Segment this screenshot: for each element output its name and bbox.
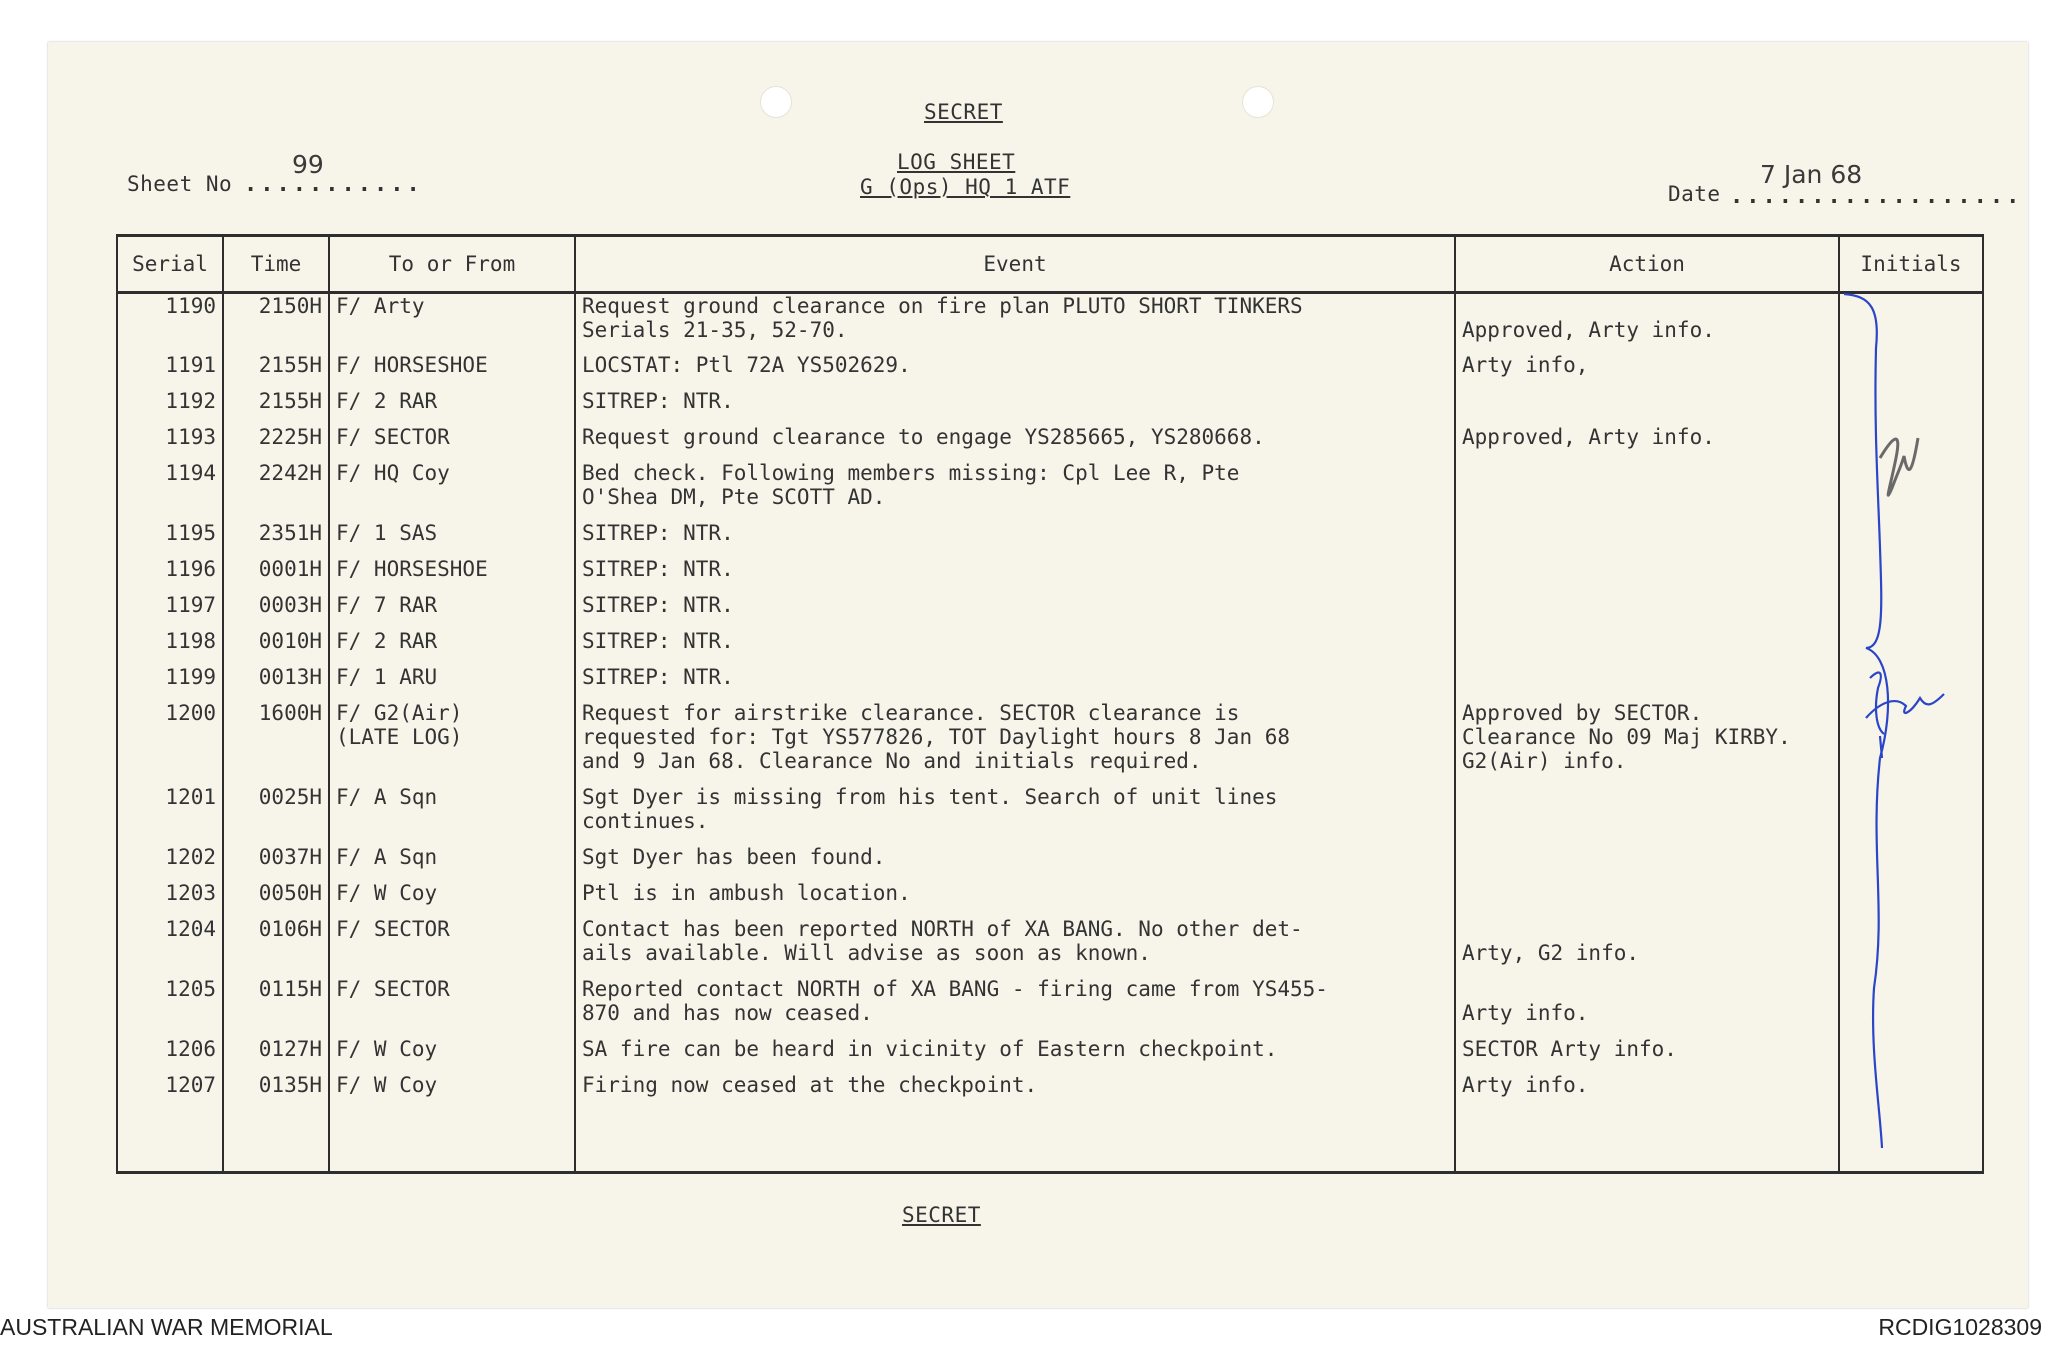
log-row <box>117 1037 1983 1073</box>
cell-text: Firing now ceased at the checkpoint. <box>582 1072 1038 1097</box>
cell-to-or-from <box>329 425 575 461</box>
date-label: Date <box>1668 182 1721 206</box>
log-row <box>117 521 1983 557</box>
cell-text: SA fire can be heard in vicinity of Eastern checkpoint. <box>582 1036 1278 1061</box>
cell-event <box>575 1073 1455 1109</box>
blank-line <box>1462 593 1832 617</box>
cell-text: ails available. Will advise as soon as known. <box>582 940 1151 965</box>
cell-action <box>1455 425 1839 461</box>
column-header-time: Time <box>223 236 329 293</box>
cell-event <box>575 389 1455 425</box>
cell-time <box>223 701 329 785</box>
cell-to-or-from <box>329 353 575 389</box>
log-row <box>117 845 1983 881</box>
cell-text: Reported contact NORTH of XA BANG - firing came from YS455- <box>582 976 1328 1001</box>
cell-serial <box>117 461 223 521</box>
column-header-initials: Initials <box>1839 236 1983 293</box>
cell-serial <box>117 917 223 977</box>
cell-event <box>575 977 1455 1037</box>
filler-cell <box>575 1109 1455 1173</box>
blank-line <box>1462 521 1832 545</box>
log-row <box>117 293 1983 353</box>
cell-serial <box>117 1073 223 1109</box>
cell-text: Arty, G2 info. <box>1462 940 1640 965</box>
cell-serial <box>117 593 223 629</box>
cell-text: 1600H <box>258 700 322 725</box>
cell-text: Approved, Arty info. <box>1462 424 1715 449</box>
cell-serial <box>117 557 223 593</box>
cell-text: requested for: Tgt YS577826, TOT Daylight hours 8 Jan 68 <box>582 724 1291 749</box>
cell-text: 1199 <box>165 664 216 689</box>
cell-to-or-from <box>329 701 575 785</box>
cell-action <box>1455 785 1839 845</box>
cell-time <box>223 521 329 557</box>
cell-to-or-from <box>329 389 575 425</box>
cell-to-or-from <box>329 665 575 701</box>
cell-event <box>575 785 1455 845</box>
cell-time <box>223 665 329 701</box>
cell-text: 1205 <box>165 976 216 1001</box>
cell-text: Sgt Dyer is missing from his tent. Search of unit lines <box>582 784 1278 809</box>
cell-action <box>1455 593 1839 629</box>
blank-line <box>1462 461 1832 485</box>
cell-text: continues. <box>582 808 709 833</box>
cell-action <box>1455 917 1839 977</box>
cell-to-or-from <box>329 785 575 845</box>
cell-serial <box>117 425 223 461</box>
cell-to-or-from <box>329 881 575 917</box>
log-row <box>117 917 1983 977</box>
sheet-number-dots: ........... <box>244 172 423 197</box>
cell-time <box>223 629 329 665</box>
cell-event <box>575 629 1455 665</box>
cell-event <box>575 461 1455 521</box>
cell-text: Arty info, <box>1462 352 1589 377</box>
cell-text: 2242H <box>258 460 322 485</box>
cell-text: 0135H <box>258 1072 322 1097</box>
blank-line <box>1462 665 1832 689</box>
classification-bottom: SECRET <box>902 1203 981 1227</box>
cell-action <box>1455 629 1839 665</box>
cell-action <box>1455 353 1839 389</box>
log-row-filler <box>117 1109 1983 1173</box>
cell-text: LOCSTAT: Ptl 72A YS502629. <box>582 352 911 377</box>
cell-serial <box>117 701 223 785</box>
cell-event <box>575 845 1455 881</box>
cell-text: 1207 <box>165 1072 216 1097</box>
cell-serial <box>117 353 223 389</box>
filler-cell <box>117 1109 223 1173</box>
cell-serial <box>117 881 223 917</box>
cell-time <box>223 917 329 977</box>
cell-time <box>223 293 329 353</box>
filler-cell <box>329 1109 575 1173</box>
cell-event <box>575 665 1455 701</box>
cell-text: SITREP: NTR. <box>582 592 734 617</box>
log-row <box>117 1073 1983 1109</box>
cell-event <box>575 1037 1455 1073</box>
log-row <box>117 785 1983 845</box>
column-header-action: Action <box>1455 236 1839 293</box>
log-table-header <box>117 236 1983 293</box>
cell-text: 1198 <box>165 628 216 653</box>
blank-line <box>1462 389 1832 413</box>
date-dots: .................. <box>1730 184 2023 209</box>
cell-serial <box>117 293 223 353</box>
cell-text: Request for airstrike clearance. SECTOR clearance is <box>582 700 1240 725</box>
cell-text: 2155H <box>258 388 322 413</box>
initials-ink-mark <box>1866 673 1944 758</box>
cell-text: 1190 <box>165 294 216 318</box>
cell-text: 2155H <box>258 352 322 377</box>
cell-text: O'Shea DM, Pte SCOTT AD. <box>582 484 886 509</box>
cell-text: 1201 <box>165 784 216 809</box>
initials-pencil-mark <box>1880 438 1918 495</box>
cell-text: F/ W Coy <box>336 1036 438 1061</box>
cell-text: 1202 <box>165 844 216 869</box>
cell-serial <box>117 629 223 665</box>
cell-event <box>575 881 1455 917</box>
log-table <box>116 234 1984 1174</box>
cell-to-or-from <box>329 1073 575 1109</box>
cell-text: 1203 <box>165 880 216 905</box>
cell-text: SITREP: NTR. <box>582 556 734 581</box>
log-row <box>117 593 1983 629</box>
cell-text: 1191 <box>165 352 216 377</box>
cell-event <box>575 557 1455 593</box>
cell-time <box>223 461 329 521</box>
cell-event <box>575 425 1455 461</box>
cell-text: 1194 <box>165 460 216 485</box>
cell-text: 0003H <box>258 592 322 617</box>
archive-name: AUSTRALIAN WAR MEMORIAL <box>0 1314 333 1340</box>
cell-text: 0037H <box>258 844 322 869</box>
cell-action <box>1455 461 1839 521</box>
cell-text: 2225H <box>258 424 322 449</box>
log-row <box>117 425 1983 461</box>
cell-text: F/ 1 ARU <box>336 664 438 689</box>
filler-cell <box>1455 1109 1839 1173</box>
cell-text: F/ SECTOR <box>336 976 450 1001</box>
cell-to-or-from <box>329 521 575 557</box>
cell-time <box>223 845 329 881</box>
cell-event <box>575 521 1455 557</box>
cell-text: 0013H <box>258 664 322 689</box>
cell-text: 2351H <box>258 520 322 545</box>
cell-text: F/ Arty <box>336 294 425 318</box>
cell-text: 1197 <box>165 592 216 617</box>
cell-text: SITREP: NTR. <box>582 388 734 413</box>
cell-time <box>223 425 329 461</box>
archive-reference: RCDIG1028309 <box>1878 1314 2042 1340</box>
cell-time <box>223 977 329 1037</box>
cell-to-or-from <box>329 977 575 1037</box>
cell-action <box>1455 977 1839 1037</box>
initials-annotation <box>1840 288 2020 1168</box>
cell-text: 0010H <box>258 628 322 653</box>
cell-text: 1195 <box>165 520 216 545</box>
column-header-serial: Serial <box>117 236 223 293</box>
cell-action <box>1455 881 1839 917</box>
log-row <box>117 665 1983 701</box>
cell-text: Request ground clearance on fire plan PLUTO SHORT TINKERS <box>582 294 1303 318</box>
cell-text: SITREP: NTR. <box>582 664 734 689</box>
log-row <box>117 629 1983 665</box>
cell-text: 0050H <box>258 880 322 905</box>
cell-time <box>223 389 329 425</box>
cell-text: 0025H <box>258 784 322 809</box>
cell-serial <box>117 389 223 425</box>
cell-text: Approved by SECTOR. <box>1462 700 1703 725</box>
cell-action <box>1455 521 1839 557</box>
cell-text: Request ground clearance to engage YS285665, YS280668. <box>582 424 1265 449</box>
log-row <box>117 977 1983 1037</box>
cell-text: SITREP: NTR. <box>582 628 734 653</box>
classification-top: SECRET <box>924 100 1003 124</box>
cell-time <box>223 353 329 389</box>
column-header-event: Event <box>575 236 1455 293</box>
cell-to-or-from <box>329 593 575 629</box>
cell-text: 0001H <box>258 556 322 581</box>
cell-serial <box>117 1037 223 1073</box>
cell-event <box>575 593 1455 629</box>
cell-event <box>575 293 1455 353</box>
cell-text: Arty info. <box>1462 1000 1589 1025</box>
cell-time <box>223 1073 329 1109</box>
cell-text: F/ 7 RAR <box>336 592 438 617</box>
cell-text: F/ SECTOR <box>336 424 450 449</box>
blank-line <box>1462 629 1832 653</box>
cell-serial <box>117 845 223 881</box>
log-row <box>117 557 1983 593</box>
cell-to-or-from <box>329 1037 575 1073</box>
cell-serial <box>117 785 223 845</box>
punch-hole-left <box>760 86 792 118</box>
date-value: 7 Jan 68 <box>1760 160 1863 189</box>
blank-line <box>1462 881 1832 905</box>
cell-text: 0115H <box>258 976 322 1001</box>
cell-text: 1192 <box>165 388 216 413</box>
cell-text: F/ A Sqn <box>336 844 438 869</box>
cell-text: 1204 <box>165 916 216 941</box>
cell-serial <box>117 665 223 701</box>
cell-to-or-from <box>329 845 575 881</box>
cell-to-or-from <box>329 293 575 353</box>
blank-line <box>1462 977 1832 1001</box>
cell-text: 0106H <box>258 916 322 941</box>
cell-text: Serials 21-35, 52-70. <box>582 318 848 342</box>
blank-line <box>1462 557 1832 581</box>
cell-text: Approved, Arty info. <box>1462 318 1715 342</box>
cell-text: 1193 <box>165 424 216 449</box>
sheet-number-value: 99 <box>292 150 324 179</box>
cell-text: SECTOR Arty info. <box>1462 1036 1677 1061</box>
cell-time <box>223 785 329 845</box>
cell-text: 870 and has now ceased. <box>582 1000 873 1025</box>
log-row <box>117 701 1983 785</box>
cell-text: 1206 <box>165 1036 216 1061</box>
cell-serial <box>117 521 223 557</box>
log-row <box>117 389 1983 425</box>
log-row <box>117 353 1983 389</box>
cell-text: and 9 Jan 68. Clearance No and initials required. <box>582 748 1202 773</box>
log-row <box>117 461 1983 521</box>
cell-event <box>575 701 1455 785</box>
cell-time <box>223 593 329 629</box>
cell-text: 1196 <box>165 556 216 581</box>
cell-action <box>1455 557 1839 593</box>
cell-text: (LATE LOG) <box>336 724 463 749</box>
cell-text: SITREP: NTR. <box>582 520 734 545</box>
cell-text: Ptl is in ambush location. <box>582 880 911 905</box>
blank-line <box>1462 294 1832 318</box>
cell-text: F/ HORSESHOE <box>336 556 488 581</box>
filler-cell <box>223 1109 329 1173</box>
cell-action <box>1455 701 1839 785</box>
cell-text: F/ W Coy <box>336 880 438 905</box>
cell-text: Clearance No 09 Maj KIRBY. <box>1462 724 1791 749</box>
blank-line <box>1462 845 1832 869</box>
cell-time <box>223 557 329 593</box>
log-row <box>117 881 1983 917</box>
cell-to-or-from <box>329 461 575 521</box>
blank-line <box>1462 917 1832 941</box>
blank-line <box>1462 785 1832 809</box>
cell-to-or-from <box>329 917 575 977</box>
log-sheet-title: LOG SHEET <box>897 150 1016 174</box>
cell-text: Contact has been reported NORTH of XA BANG. No other det- <box>582 916 1303 941</box>
cell-time <box>223 1037 329 1073</box>
cell-text: Sgt Dyer has been found. <box>582 844 886 869</box>
cell-action <box>1455 1073 1839 1109</box>
sheet-number-label: Sheet No <box>127 172 233 196</box>
cell-to-or-from <box>329 557 575 593</box>
cell-text: F/ HQ Coy <box>336 460 450 485</box>
cell-time <box>223 881 329 917</box>
cell-text: F/ G2(Air) <box>336 700 463 725</box>
cell-text: F/ A Sqn <box>336 784 438 809</box>
cell-text: Arty info. <box>1462 1072 1589 1097</box>
cell-action <box>1455 1037 1839 1073</box>
cell-text: 2150H <box>258 294 322 318</box>
cell-text: 0127H <box>258 1036 322 1061</box>
cell-text: F/ SECTOR <box>336 916 450 941</box>
cell-to-or-from <box>329 629 575 665</box>
column-header-to-or-from: To or From <box>329 236 575 293</box>
cell-text: F/ 2 RAR <box>336 388 438 413</box>
cell-text: F/ W Coy <box>336 1072 438 1097</box>
log-table-body <box>117 293 1983 1173</box>
cell-action <box>1455 665 1839 701</box>
cell-text: F/ HORSESHOE <box>336 352 488 377</box>
cell-event <box>575 917 1455 977</box>
initials-bracket-ink <box>1844 294 1888 1148</box>
cell-text: G2(Air) info. <box>1462 748 1627 773</box>
cell-event <box>575 353 1455 389</box>
cell-action <box>1455 293 1839 353</box>
cell-action <box>1455 845 1839 881</box>
cell-text: F/ 1 SAS <box>336 520 438 545</box>
cell-serial <box>117 977 223 1037</box>
cell-text: Bed check. Following members missing: Cpl Lee R, Pte <box>582 460 1240 485</box>
cell-action <box>1455 389 1839 425</box>
cell-text: 1200 <box>165 700 216 725</box>
punch-hole-right <box>1242 86 1274 118</box>
log-sheet-subtitle: G (Ops) HQ 1 ATF <box>860 175 1071 199</box>
cell-text: F/ 2 RAR <box>336 628 438 653</box>
